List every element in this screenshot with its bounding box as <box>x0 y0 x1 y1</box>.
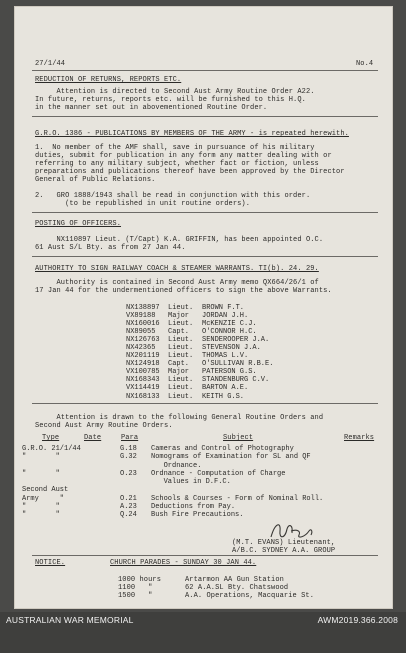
order-subject: Bush Fire Precautions. <box>151 511 244 520</box>
officer-row <box>126 344 277 352</box>
officer-number: VX114419 <box>126 384 160 393</box>
order-para <box>120 478 151 486</box>
archive-footer <box>0 612 406 653</box>
section-title-posting: POSTING OF OFFICERS. <box>35 220 122 228</box>
order-type: " " <box>22 453 60 462</box>
officer-name: SENDEROOPER J.A. <box>202 336 270 345</box>
officer-rank: Major <box>168 312 190 321</box>
section-rule <box>32 256 378 257</box>
order-type <box>22 462 120 470</box>
order-para <box>120 486 151 494</box>
section-body-line: 2. GRO 1888/1943 shall be read in conjunction with this order. <box>35 192 311 200</box>
officer-name: STANDENBURG C.V. <box>202 376 270 385</box>
notice-row: A.A. Operations, Macquarie St. <box>185 592 315 600</box>
officer-rank: Lieut. <box>168 320 194 329</box>
order-subject: Ordnance - Computation of Charge <box>151 469 286 478</box>
officer-number: NX160016 <box>126 320 160 329</box>
order-subject: Deductions from Pay. <box>151 503 236 512</box>
section-body-line: 1. No member of the AMF shall, save in pursuance of his military <box>35 144 315 152</box>
document-number: No.4 <box>356 60 374 68</box>
order-para: G.32 <box>120 453 137 462</box>
officer-number: VX89188 <box>126 312 156 321</box>
order-subject: Cameras and Control of Photography <box>151 445 294 453</box>
section-rule <box>32 403 378 404</box>
section-title-warrants: AUTHORITY TO SIGN RAILWAY COACH & STEAMER WARRANTS. TI(b). 24. 29. <box>35 265 319 273</box>
officer-rank: Lieut. <box>168 392 194 401</box>
officer-row <box>126 312 277 320</box>
order-row <box>22 462 327 470</box>
section-rule <box>32 116 378 117</box>
section-body-line: In future, returns, reports etc. will be furnished to this H.Q. <box>35 96 306 104</box>
order-para: O.21 <box>120 494 137 503</box>
order-para: O.23 <box>120 469 137 478</box>
section-body-line: 17 Jan 44 for the undermentioned officers to sign the above Warrants. <box>35 287 332 295</box>
officer-name: THOMAS L.V. <box>202 352 249 361</box>
orders-table <box>22 445 327 520</box>
section-body-line: Attention is drawn to the following General Routine Orders and <box>35 414 324 422</box>
officer-row <box>126 393 277 401</box>
order-row <box>22 486 327 494</box>
order-subject: Nomograms of Examination for SL and QF <box>151 453 311 462</box>
order-row <box>22 453 327 461</box>
section-body-line: duties, submit for publication in any form any matter dealing with or <box>35 152 332 160</box>
officer-name: McKENZIE C.J. <box>202 320 257 329</box>
section-body-line: referring to any military subject, whether fact or fiction, unless <box>35 160 319 168</box>
officer-rank: Capt. <box>168 360 190 369</box>
order-type: " " <box>22 469 60 478</box>
signature-title: A/B.C. SYDNEY A.A. GROUP <box>232 547 336 555</box>
footer-id: AWM2019.366.2008 <box>317 615 398 625</box>
order-subject <box>151 486 327 494</box>
officer-number: NX124918 <box>126 360 160 369</box>
order-type: " " <box>22 503 60 512</box>
officer-row <box>126 360 277 368</box>
officer-number: NX138897 <box>126 304 160 312</box>
section-body-line: preparations and publications thereof have been approved by the Director <box>35 168 345 176</box>
order-row <box>22 470 327 478</box>
order-para: Q.24 <box>120 511 137 520</box>
officer-name: O'CONNOR H.C. <box>202 328 257 337</box>
section-body-line: in the manner set out in abovementioned Routine Order. <box>35 104 268 112</box>
document-date: 27/1/44 <box>35 60 66 68</box>
officer-name: O'SULLIVAN R.B.E. <box>202 360 274 369</box>
order-subject: Schools & Courses - Form of Nominal Roll. <box>151 494 324 503</box>
section-title-reduction: REDUCTION OF RETURNS, REPORTS ETC. <box>35 76 182 84</box>
officer-number: NX168133 <box>126 392 160 401</box>
section-rule <box>32 555 378 556</box>
officer-number: VX100785 <box>126 368 160 377</box>
officer-rank: Capt. <box>168 328 190 337</box>
order-subject: Ordnance. <box>151 461 202 470</box>
section-body-line: (to be republished in unit routine orders). <box>35 200 251 208</box>
officer-name: BARTON A.E. <box>202 384 249 393</box>
notice-row: 1100 " <box>118 584 153 592</box>
order-row <box>22 478 327 486</box>
officer-number: NX168343 <box>126 376 160 385</box>
officer-row <box>126 352 277 360</box>
order-para: G.18 <box>120 445 137 453</box>
officer-number: NX126763 <box>126 336 160 345</box>
order-type: G.R.O. 21/1/44 <box>22 445 81 453</box>
section-body-line: General of Public Relations. <box>35 176 156 184</box>
section-body-line: NX110897 Lieut. (T/Capt) K.A. GRIFFIN, has been appointed O.C. <box>35 236 324 244</box>
order-type: Army " <box>22 494 65 503</box>
notice-row: 62 A.A.SL Bty. Chatswood <box>185 584 289 592</box>
officer-name: BROWN F.T. <box>202 304 245 312</box>
orders-header-date: Date <box>84 434 102 442</box>
orders-header-remarks: Remarks <box>344 434 375 442</box>
orders-header-para: Para <box>121 434 139 442</box>
notice-label: NOTICE. <box>35 559 66 567</box>
officer-row <box>126 376 277 384</box>
section-body-line: Attention is directed to Second Aust Army Routine Order A22. <box>35 88 315 96</box>
officer-row <box>126 328 277 336</box>
notice-row: 1000 hours <box>118 576 162 584</box>
officer-row <box>126 304 277 312</box>
section-body-line: Second Aust Army Routine Orders. <box>35 422 173 430</box>
officer-number: NX42365 <box>126 344 156 353</box>
officer-name: STEVENSON J.A. <box>202 344 261 353</box>
order-para: A.23 <box>120 503 137 512</box>
section-rule <box>32 212 378 213</box>
officer-rank: Lieut. <box>168 304 194 312</box>
section-body-line: 61 Aust S/L Bty. as from 27 Jan 44. <box>35 244 186 252</box>
officer-row <box>126 384 277 392</box>
order-row <box>22 503 327 511</box>
officer-name: JORDAN J.H. <box>202 312 249 321</box>
order-type <box>22 478 120 486</box>
notice-title: CHURCH PARADES - SUNDAY 30 JAN 44. <box>110 559 257 567</box>
section-title-publications: G.R.O. 1386 - PUBLICATIONS BY MEMBERS OF THE ARMY - is repeated herewith. <box>35 130 349 138</box>
officer-row <box>126 336 277 344</box>
order-row <box>22 495 327 503</box>
order-para <box>120 462 151 470</box>
order-subject: Values in D.F.C. <box>151 478 231 487</box>
orders-header-type: Type <box>42 434 60 442</box>
header-rule <box>32 70 378 71</box>
officer-row <box>126 320 277 328</box>
officer-name: PATERSON G.S. <box>202 368 257 377</box>
officer-rank: Lieut. <box>168 352 194 361</box>
officers-table <box>126 304 277 401</box>
officer-rank: Lieut. <box>168 384 194 393</box>
officer-rank: Lieut. <box>168 376 194 385</box>
footer-source: AUSTRALIAN WAR MEMORIAL <box>6 615 134 625</box>
order-type: " " <box>22 511 60 520</box>
officer-rank: Major <box>168 368 190 377</box>
order-type: Second Aust <box>22 486 69 495</box>
order-row <box>22 445 327 453</box>
officer-rank: Lieut. <box>168 336 194 345</box>
officer-name: KEITH G.S. <box>202 392 245 401</box>
notice-row: 1500 " <box>118 592 153 600</box>
officer-rank: Lieut. <box>168 344 194 353</box>
officer-number: NX89055 <box>126 328 156 337</box>
section-body-line: Authority is contained in Second Aust Army memo QX664/26/1 of <box>35 279 319 287</box>
signature-name: (M.T. EVANS) Lieutenant, <box>232 539 336 547</box>
orders-header-subject: Subject <box>223 434 254 442</box>
document-page <box>14 6 393 609</box>
notice-row: Artarmon AA Gun Station <box>185 576 284 584</box>
officer-row <box>126 368 277 376</box>
officer-number: NX201119 <box>126 352 160 361</box>
